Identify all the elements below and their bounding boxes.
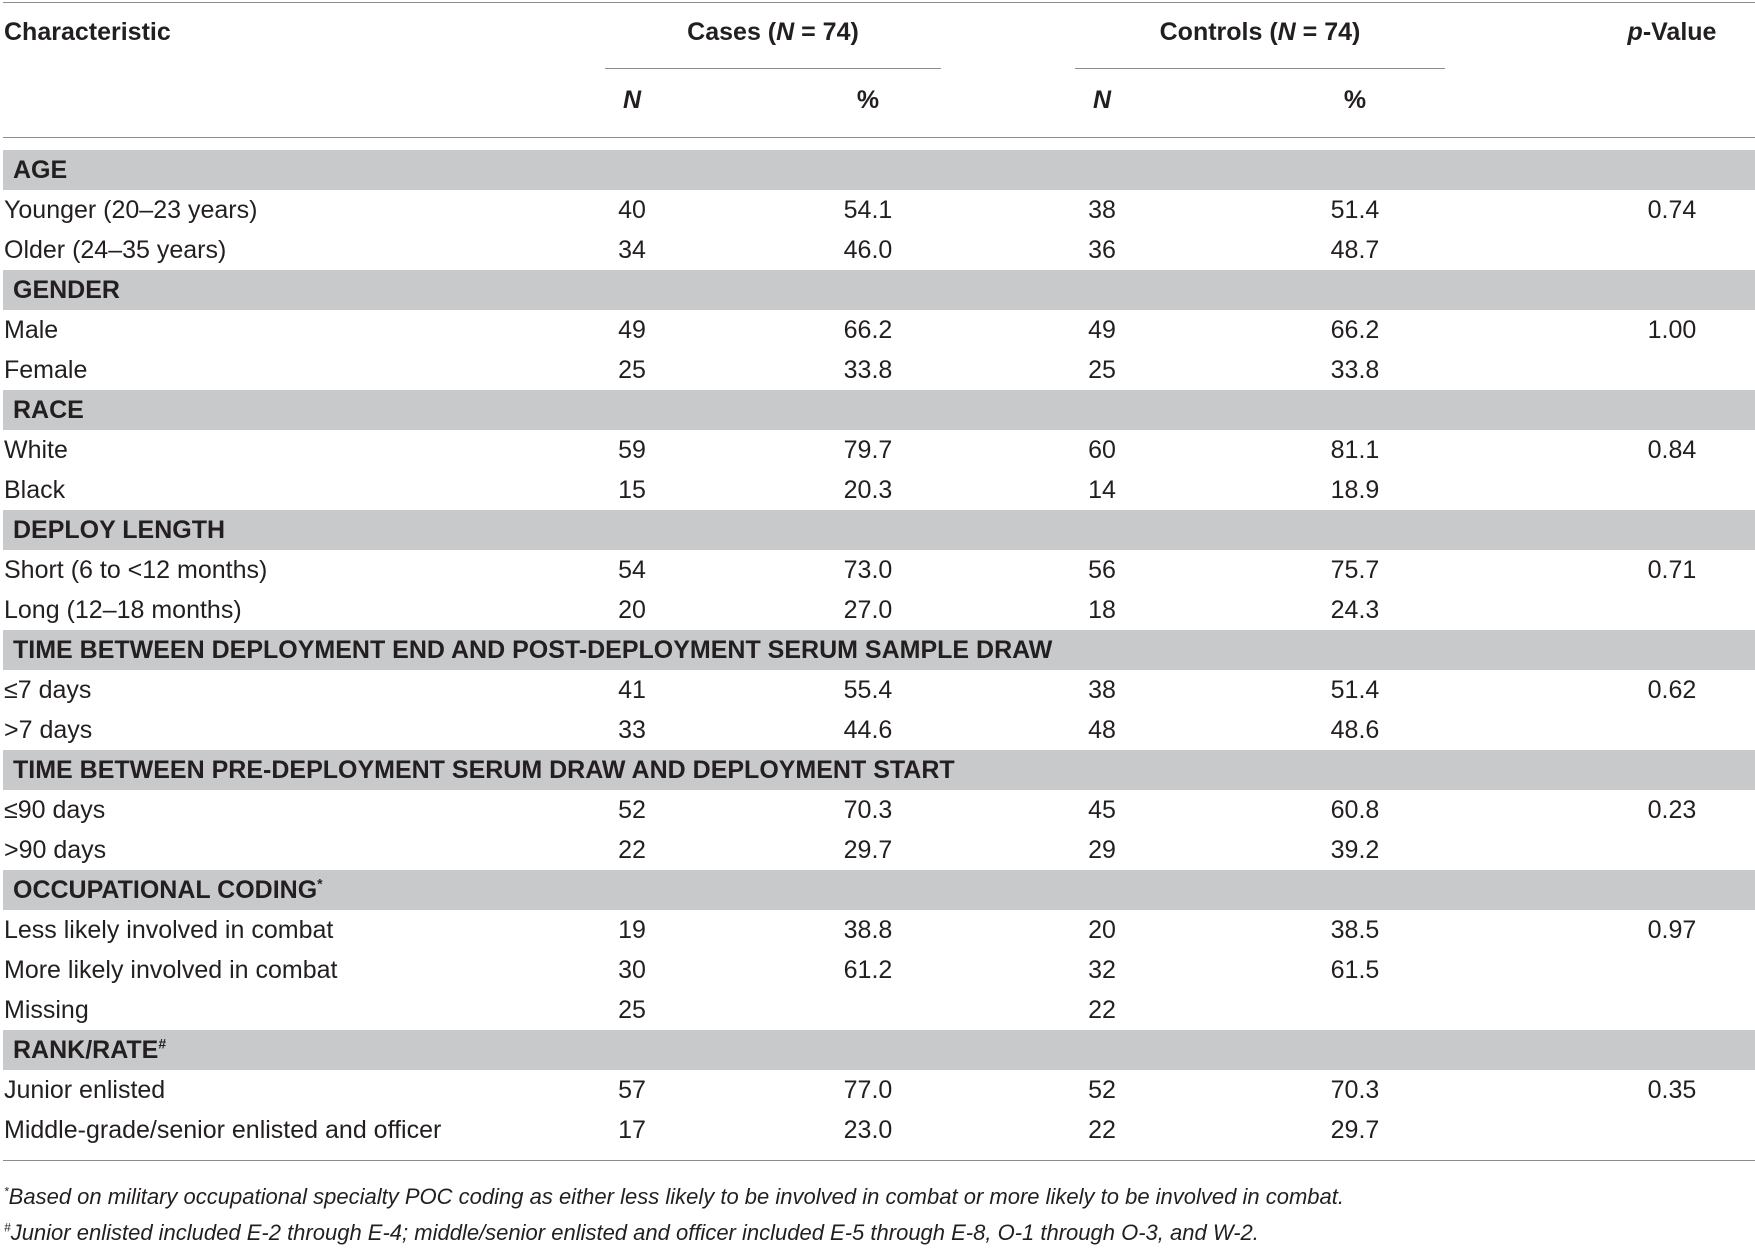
cell-case-pct: 44.6: [843, 716, 893, 744]
cell-ctrl-pct: 18.9: [1330, 476, 1380, 504]
cell-case-pct: 79.7: [843, 436, 893, 464]
cell-case-pct: 29.7: [843, 836, 893, 864]
cell-case-n: 49: [618, 316, 646, 344]
section-header: [3, 870, 1755, 910]
section-title: RACE: [13, 396, 84, 424]
cell-p: [1592, 950, 1752, 990]
header-pvalue: p-Value: [1627, 18, 1717, 46]
header-rule: [3, 137, 1755, 138]
cell-ctrl-n: 38: [1088, 676, 1116, 704]
cell-p: 0.97: [1647, 916, 1697, 944]
section-title: DEPLOY LENGTH: [13, 516, 226, 544]
cell-ctrl-n: 56: [1088, 556, 1116, 584]
cell-ctrl-pct: 51.4: [1330, 676, 1380, 704]
cell-ctrl-pct: 29.7: [1330, 1116, 1380, 1144]
cell-ctrl-n: 49: [1088, 316, 1116, 344]
cell-case-pct: 55.4: [843, 676, 893, 704]
section-title-text: RANK/RATE: [13, 1036, 159, 1064]
cell-ctrl-pct: 61.5: [1330, 956, 1380, 984]
cell-case-pct: [788, 990, 948, 1030]
cell-ctrl-pct: 70.3: [1330, 1076, 1380, 1104]
cell-case-n: 41: [618, 676, 646, 704]
row-label: Older (24–35 years): [4, 236, 227, 264]
cell-case-n: 33: [618, 716, 646, 744]
row-label: >7 days: [4, 716, 93, 744]
row-label: Female: [4, 356, 88, 384]
cell-p: 0.84: [1647, 436, 1697, 464]
cell-ctrl-pct: 38.5: [1330, 916, 1380, 944]
cell-ctrl-pct: 39.2: [1330, 836, 1380, 864]
cell-p: 0.74: [1647, 196, 1697, 224]
row-label: Younger (20–23 years): [4, 196, 258, 224]
row-label: White: [4, 436, 68, 464]
header-ctrl-n: N: [1092, 86, 1112, 114]
cell-case-n: 25: [618, 356, 646, 384]
cell-ctrl-n: 22: [1088, 1116, 1116, 1144]
row-label: Black: [4, 476, 66, 504]
row-label: ≤90 days: [4, 796, 106, 824]
section-title: AGE: [13, 156, 68, 184]
cell-ctrl-pct: 66.2: [1330, 316, 1380, 344]
header-case-pct: %: [856, 86, 880, 114]
row-label: Short (6 to <12 months): [4, 556, 268, 584]
cell-ctrl-pct: 81.1: [1330, 436, 1380, 464]
bottom-rule: [3, 1160, 1755, 1161]
footnote: [4, 1182, 1344, 1212]
cell-ctrl-n: 18: [1088, 596, 1116, 624]
cell-ctrl-pct: [1275, 990, 1435, 1030]
section-title: GENDER: [13, 276, 120, 304]
cell-p: 1.00: [1647, 316, 1697, 344]
cell-ctrl-n: 45: [1088, 796, 1116, 824]
cell-case-pct: 66.2: [843, 316, 893, 344]
cell-case-n: 20: [618, 596, 646, 624]
cell-case-n: 22: [618, 836, 646, 864]
cell-case-n: 57: [618, 1076, 646, 1104]
row-label: ≤7 days: [4, 676, 92, 704]
row-label: Less likely involved in combat: [4, 916, 334, 944]
cell-case-pct: 77.0: [843, 1076, 893, 1104]
section-title-text: OCCUPATIONAL CODING: [13, 876, 318, 904]
cell-case-pct: 46.0: [843, 236, 893, 264]
footnote-mark: *: [4, 1184, 9, 1199]
cell-ctrl-n: 52: [1088, 1076, 1116, 1104]
row-label: Missing: [4, 996, 89, 1024]
cell-case-n: 34: [618, 236, 646, 264]
cell-case-pct: 61.2: [843, 956, 893, 984]
top-rule: [3, 2, 1755, 3]
row-label: More likely involved in combat: [4, 956, 338, 984]
cell-ctrl-n: 38: [1088, 196, 1116, 224]
cell-case-n: 54: [618, 556, 646, 584]
footnote-text: Junior enlisted included E-2 through E-4; middle/senior enlisted and officer included E-5 through E-8, O-1 through O-3, and W-2.: [10, 1220, 1259, 1245]
cell-case-pct: 20.3: [843, 476, 893, 504]
cell-p: 0.71: [1647, 556, 1697, 584]
cell-p: [1592, 230, 1752, 270]
cell-case-n: 40: [618, 196, 646, 224]
section-header: [3, 1030, 1755, 1070]
section-header: [3, 270, 1755, 310]
header-ctrl-pct: %: [1343, 86, 1367, 114]
cell-case-pct: 73.0: [843, 556, 893, 584]
controls-span-rule: [1075, 68, 1445, 69]
header-characteristic: Characteristic: [4, 18, 171, 46]
cell-case-pct: 27.0: [843, 596, 893, 624]
cell-ctrl-pct: 24.3: [1330, 596, 1380, 624]
cell-ctrl-pct: 48.6: [1330, 716, 1380, 744]
cell-ctrl-n: 36: [1088, 236, 1116, 264]
cell-ctrl-pct: 75.7: [1330, 556, 1380, 584]
cell-case-n: 52: [618, 796, 646, 824]
cell-case-n: 59: [618, 436, 646, 464]
footnote-text: Based on military occupational specialty POC coding as either less likely to be involved in combat or more likely to be involved in combat.: [8, 1184, 1344, 1209]
footnote-marker: *: [317, 875, 323, 892]
cell-p: [1592, 990, 1752, 1030]
header-case-n: N: [622, 86, 642, 114]
row-label: >90 days: [4, 836, 107, 864]
cell-ctrl-n: 22: [1088, 996, 1116, 1024]
cell-case-pct: 23.0: [843, 1116, 893, 1144]
cell-ctrl-n: 29: [1088, 836, 1116, 864]
cell-case-n: 25: [618, 996, 646, 1024]
section-header: [3, 510, 1755, 550]
header-controls: Controls (N = 74): [1159, 18, 1361, 46]
cell-ctrl-n: 48: [1088, 716, 1116, 744]
row-label: Middle-grade/senior enlisted and officer: [4, 1116, 442, 1144]
header-cases: Cases (N = 74): [687, 18, 859, 46]
cell-ctrl-n: 60: [1088, 436, 1116, 464]
cell-ctrl-pct: 48.7: [1330, 236, 1380, 264]
cell-p: [1592, 1110, 1752, 1150]
cell-p: [1592, 710, 1752, 750]
cell-ctrl-n: 14: [1088, 476, 1116, 504]
cell-case-n: 30: [618, 956, 646, 984]
row-label: Male: [4, 316, 59, 344]
cell-case-pct: 70.3: [843, 796, 893, 824]
section-title: TIME BETWEEN DEPLOYMENT END AND POST-DEPLOYMENT SERUM SAMPLE DRAW: [13, 636, 1053, 664]
cell-case-pct: 33.8: [843, 356, 893, 384]
cell-p: 0.35: [1647, 1076, 1697, 1104]
cell-ctrl-pct: 60.8: [1330, 796, 1380, 824]
cell-case-n: 15: [618, 476, 646, 504]
row-label: Long (12–18 months): [4, 596, 242, 624]
cell-p: [1592, 590, 1752, 630]
row-label: Junior enlisted: [4, 1076, 166, 1104]
footnote-mark: #: [4, 1220, 11, 1235]
cell-case-n: 17: [618, 1116, 646, 1144]
cell-p: [1592, 470, 1752, 510]
cell-case-pct: 54.1: [843, 196, 893, 224]
footnote: [4, 1218, 1259, 1248]
cell-ctrl-n: 32: [1088, 956, 1116, 984]
section-header: [3, 390, 1755, 430]
section-title: [13, 870, 323, 910]
cell-case-n: 19: [618, 916, 646, 944]
section-title: [13, 1030, 166, 1070]
footnote-marker: #: [158, 1035, 167, 1052]
cases-span-rule: [605, 68, 941, 69]
cell-case-pct: 38.8: [843, 916, 893, 944]
cell-ctrl-pct: 51.4: [1330, 196, 1380, 224]
cell-p: [1592, 830, 1752, 870]
cell-p: [1592, 350, 1752, 390]
cell-p: 0.62: [1647, 676, 1697, 704]
cell-ctrl-n: 20: [1088, 916, 1116, 944]
section-header: [3, 150, 1755, 190]
section-title: TIME BETWEEN PRE-DEPLOYMENT SERUM DRAW AND DEPLOYMENT START: [13, 756, 955, 784]
cell-ctrl-n: 25: [1088, 356, 1116, 384]
section-header: [3, 750, 1755, 790]
section-header: [3, 630, 1755, 670]
cell-p: 0.23: [1647, 796, 1697, 824]
cell-ctrl-pct: 33.8: [1330, 356, 1380, 384]
